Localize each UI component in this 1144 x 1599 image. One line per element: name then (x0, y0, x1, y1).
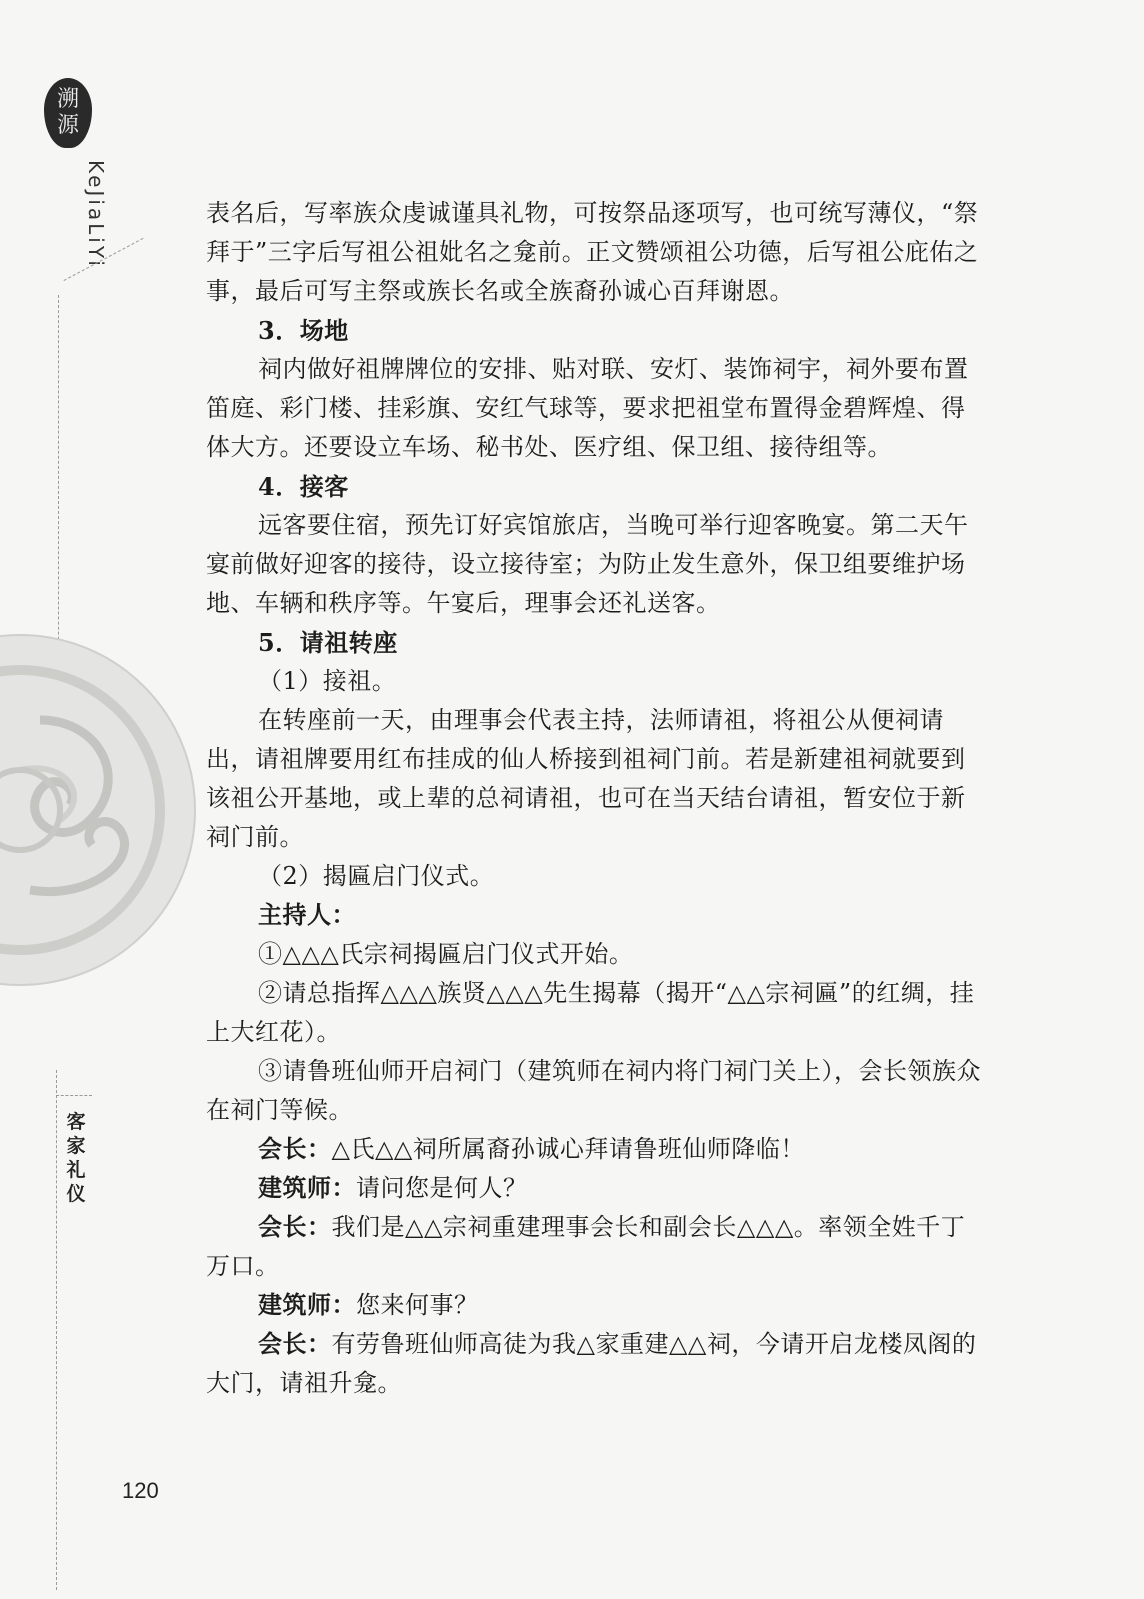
body-text (206, 194, 982, 1403)
dialogue-text: 您来何事？ (356, 1291, 479, 1319)
section-heading: 3．场地 (258, 316, 349, 345)
speaker-label: 建筑师： (258, 1174, 356, 1202)
paragraph: 远客要住宿，预先订好宾馆旅店，当晚可举行迎客晚宴。第二天午宴前做好迎客的接待，设立接待室；为防止发生意外，保卫组要维护场地、车辆和秩序等。午宴后，理事会还礼送客。 (206, 511, 969, 617)
dialogue-text: 我们是△△宗祠重建理事会长和副会长△△△。率领全姓千丁万口。 (206, 1213, 966, 1280)
dialogue-line (206, 1286, 982, 1325)
page-number: 120 (122, 1478, 159, 1503)
ceremony-step: ①△△△氏宗祠揭匾启门仪式开始。 (258, 940, 634, 968)
ceremony-step: ③请鲁班仙师开启祠门（建筑师在祠内将门祠门关上），会长领族众在祠门等候。 (206, 1057, 981, 1124)
cloud-ornament-icon (0, 630, 200, 990)
sub-heading: （1）接祖。 (258, 667, 397, 695)
section-heading: 5．请祖转座 (258, 628, 398, 657)
dialogue-line (206, 1325, 982, 1403)
dialogue-text: △氏△△祠所属裔孙诚心拜请鲁班仙师降临！ (331, 1135, 805, 1163)
decorative-divider (56, 1095, 92, 1097)
sub-heading: （2）揭匾启门仪式。 (258, 862, 495, 890)
speaker-label: 会长： (258, 1330, 332, 1358)
section-heading: 4．接客 (258, 472, 349, 501)
paragraph: 在转座前一天，由理事会代表主持，法师请祖，将祖公从便祠请出，请祖牌要用红布挂成的仙人桥接到祖祠门前。若是新建祖祠就要到该祖公开基地，或上辈的总祠请祖，也可在当天结台请祖，暂安位于新祠门前。 (206, 706, 966, 851)
vertical-book-title: KeJiaLiYi (84, 160, 108, 269)
decorative-divider (56, 1070, 58, 1590)
dialogue-text: 有劳鲁班仙师高徒为我△家重建△△祠，今请开启龙楼凤阁的大门，请祖升龛。 (206, 1330, 977, 1397)
role-label: 主持人： (258, 901, 356, 929)
paragraph: 表名后，写率族众虔诚谨具礼物，可按祭品逐项写，也可统写薄仪，“祭拜于”三字后写祖公祖妣名之龛前。正文赞颂祖公功德，后写祖公庇佑之事，最后可写主祭或族长名或全族裔孙诚心百拜谢恩。 (206, 199, 979, 305)
speaker-label: 建筑师： (258, 1291, 356, 1319)
dialogue-line (206, 1130, 982, 1169)
dialogue-line (206, 1208, 982, 1286)
speaker-label: 会长： (258, 1213, 332, 1241)
section-side-label: 客家礼仪 (66, 1111, 86, 1205)
dialogue-line (206, 1169, 982, 1208)
seal-char-2: 源 (56, 113, 79, 138)
ceremony-step: ②请总指挥△△△族贤△△△先生揭幕（揭开“△△宗祠匾”的红绸，挂上大红花）。 (206, 979, 975, 1046)
dialogue-text: 请问您是何人？ (356, 1174, 528, 1202)
seal-char-1: 溯 (56, 87, 79, 112)
seal-logo (44, 78, 92, 148)
speaker-label: 会长： (258, 1135, 332, 1163)
paragraph: 祠内做好祖牌牌位的安排、贴对联、安灯、装饰祠宇，祠外要布置笛庭、彩门楼、挂彩旗、安红气球等，要求把祖堂布置得金碧辉煌、得体大方。还要设立车场、秘书处、医疗组、保卫组、接待组等。 (206, 355, 969, 461)
